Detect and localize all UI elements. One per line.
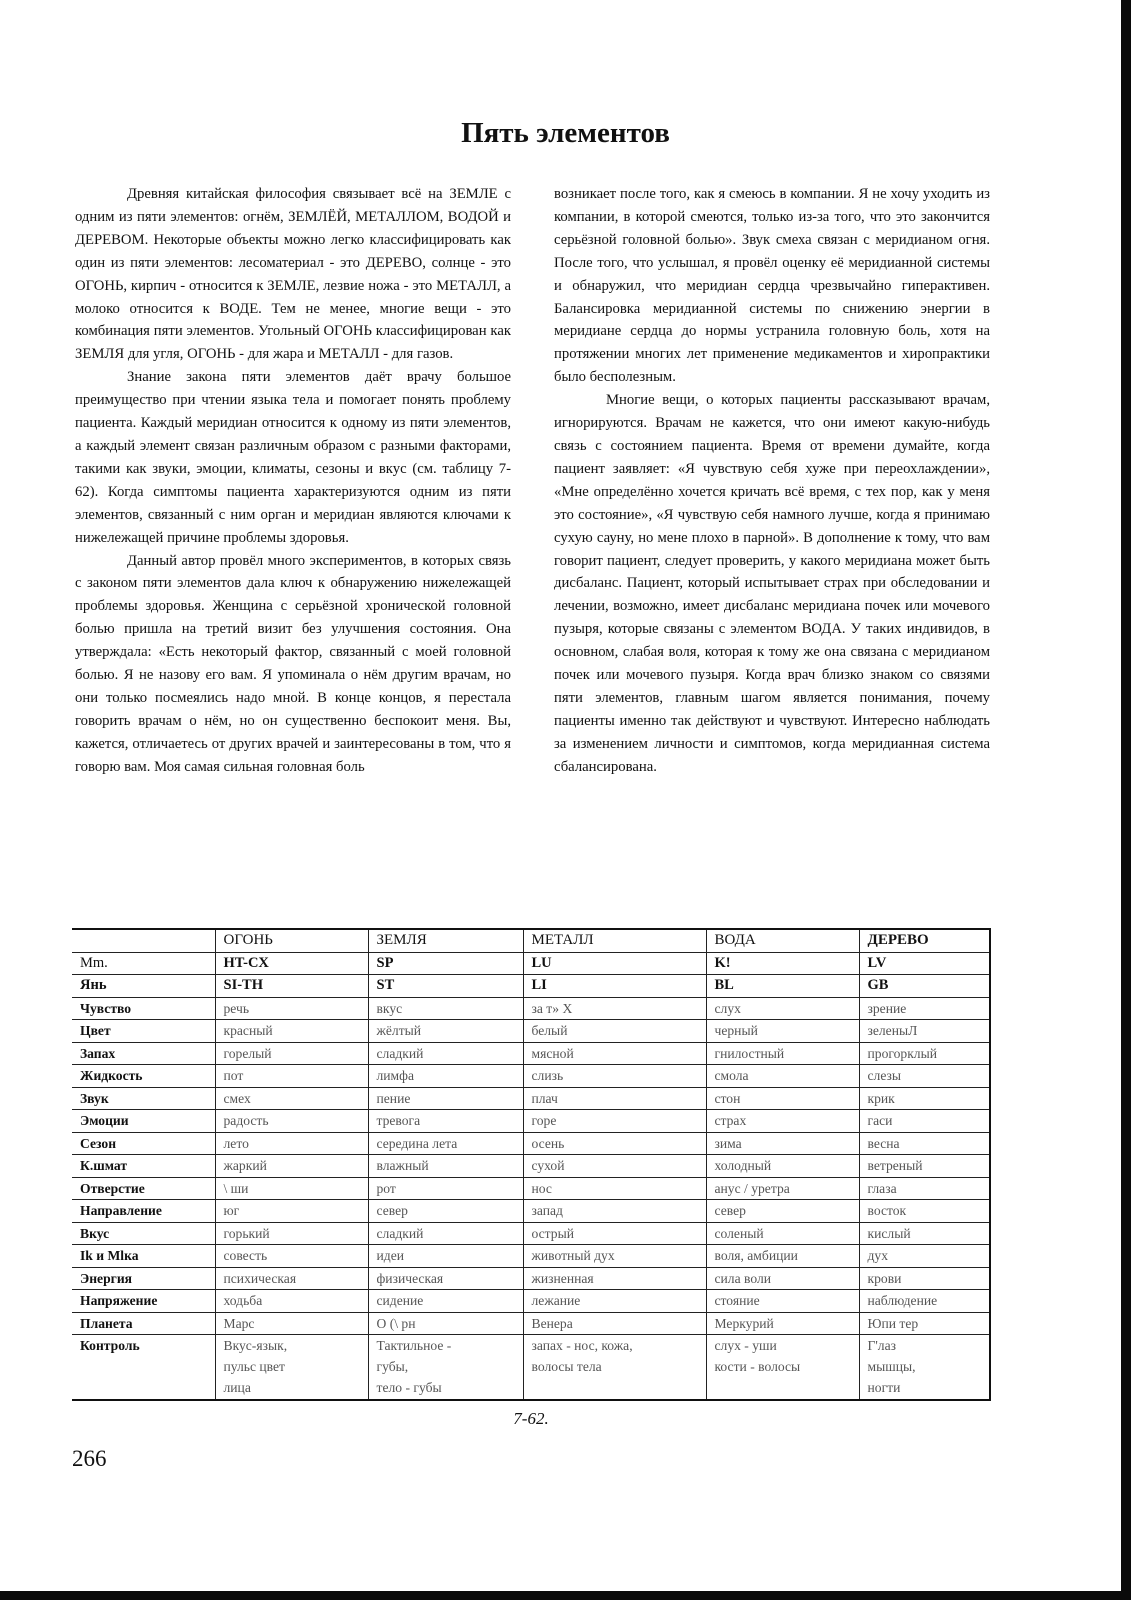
table-cell: крик: [859, 1087, 990, 1110]
cell-line: Г'лаз: [867, 1338, 896, 1353]
table-row: [72, 1110, 990, 1133]
table-cell: красный: [215, 1020, 368, 1043]
table-cell: жаркий: [215, 1155, 368, 1178]
table-row: [72, 1245, 990, 1268]
table-row: [72, 975, 990, 998]
table-cell: горе: [523, 1110, 706, 1133]
table-cell: восток: [859, 1200, 990, 1223]
table-cell: ветреный: [859, 1155, 990, 1178]
table-row-label: К.шмат: [72, 1155, 215, 1178]
table-row: [72, 1020, 990, 1043]
cell-line: слух - уши: [714, 1338, 777, 1353]
table-cell: K!: [706, 952, 859, 975]
table-cell: Марс: [215, 1312, 368, 1335]
table-cell: лежание: [523, 1290, 706, 1313]
cell-line: пульс цвет: [223, 1359, 285, 1374]
table-row-label: Направление: [72, 1200, 215, 1223]
table-header-row: [72, 929, 990, 952]
table-cell: [368, 1335, 523, 1401]
table-cell: О (\ рн: [368, 1312, 523, 1335]
table-cell: сладкий: [368, 1042, 523, 1065]
table-cell: тревога: [368, 1110, 523, 1133]
table-row: [72, 1177, 990, 1200]
cell-line: Тактильное -: [376, 1338, 452, 1353]
table-cell: запад: [523, 1200, 706, 1223]
table-header-cell: МЕТАЛЛ: [523, 929, 706, 952]
table-cell: [859, 1335, 990, 1401]
table-cell: сухой: [523, 1155, 706, 1178]
table-cell: Юпи тер: [859, 1312, 990, 1335]
table-cell: лимфа: [368, 1065, 523, 1088]
table-row-label: Эмоции: [72, 1110, 215, 1133]
table-cell: \ ши: [215, 1177, 368, 1200]
table-cell: зима: [706, 1132, 859, 1155]
table-cell: анус / уретра: [706, 1177, 859, 1200]
table-cell: [706, 1335, 859, 1401]
paragraph: Знание закона пяти элементов даёт врачу большое преимущество при чтении языка тела и помогает понять проблему пациента. Каждый меридиан относится к одному из пяти элементов, а каждый элемент связан различным образом с разными факторами, такими как звуки, эмоции, климаты, сезоны и вкус (см. таблицу 7-62). Когда симптомы пациента характеризуются одним из пяти элементов, связанный с ним орган и меридиан являются ключами к нижележащей причине проблемы здоровья.: [75, 369, 511, 546]
cell-line: Вкус-язык,: [223, 1338, 288, 1353]
table-cell: юг: [215, 1200, 368, 1223]
table-cell: смех: [215, 1087, 368, 1110]
table-cell: психическая: [215, 1267, 368, 1290]
cell-line: лица: [223, 1380, 251, 1395]
table-cell: ходьба: [215, 1290, 368, 1313]
table-cell: Меркурий: [706, 1312, 859, 1335]
table-cell: белый: [523, 1020, 706, 1043]
table-row: [72, 1042, 990, 1065]
table-cell: сила воли: [706, 1267, 859, 1290]
table-cell: крови: [859, 1267, 990, 1290]
cell-line: волосы тела: [531, 1359, 602, 1374]
table-cell: холодный: [706, 1155, 859, 1178]
table-cell: жёлтый: [368, 1020, 523, 1043]
table-header-cell: [72, 929, 215, 952]
table-cell: север: [368, 1200, 523, 1223]
table-cell: слух: [706, 997, 859, 1020]
table-row-control: [72, 1335, 990, 1401]
table-cell: BL: [706, 975, 859, 998]
table-row-label: Жидкость: [72, 1065, 215, 1088]
table-cell: прогорклый: [859, 1042, 990, 1065]
paragraph: Древняя китайская философия связывает всё на ЗЕМЛЕ с одним из пяти элементов: огнём, ЗЕМЛЁЙ, МЕТАЛЛОМ, ВОДОЙ и ДЕРЕВОМ. Некоторые объекты можно легко классифицировать как один из пяти элементов: лесоматериал - это ДЕРЕВО, солнце - это ОГОНЬ, кирпич - относится к ЗЕМЛЕ, лезвие ножа - это МЕТАЛЛ, а молоко относится к ВОДЕ. Тем не менее, многие вещи - это комбинация пяти элементов. Угольный ОГОНЬ классифицирован как ЗЕМЛЯ для угля, ОГОНЬ - для жара и МЕТАЛЛ - для газов.: [75, 186, 511, 363]
table-cell: ST: [368, 975, 523, 998]
scan-edge-right: [1121, 0, 1131, 1600]
table-cell: страх: [706, 1110, 859, 1133]
table-cell: LV: [859, 952, 990, 975]
table-row-label: Звук: [72, 1087, 215, 1110]
table-row: [72, 1222, 990, 1245]
table-row-label: Янь: [72, 975, 215, 998]
table-caption: 7-62.: [513, 1409, 549, 1428]
table-cell: радость: [215, 1110, 368, 1133]
table-cell: кислый: [859, 1222, 990, 1245]
left-column: [75, 183, 511, 779]
paragraph: Данный автор провёл много экспериментов, в которых связь с законом пяти элементов дала ключ к обнаружению нижележащей проблемы здоровья. Женщина с серьёзной хронической головной болью пришла на третий визит без улучшения состояния. Она утверждала: «Есть некоторый фактор, связанный с моей головной болью. Я не назову его вам. Я упоминала о нём другим врачам, но они только посмеялись надо мной. В конце концов, я перестала говорить врачам о нём, но он существенно беспокоит меня. Вы, кажется, отличаетесь от других врачей и заинтересованы в том, что я говорю вам. Моя самая сильная головная боль: [75, 552, 511, 775]
table-row: [72, 1200, 990, 1223]
five-elements-table: [72, 928, 991, 1401]
page-title: Пять элементов: [461, 117, 670, 149]
table-cell: середина лета: [368, 1132, 523, 1155]
table-cell: животный дух: [523, 1245, 706, 1268]
table-cell: черный: [706, 1020, 859, 1043]
table-cell: за т» X: [523, 997, 706, 1020]
cell-line: ногти: [867, 1380, 901, 1395]
table-cell: Венера: [523, 1312, 706, 1335]
table-row: [72, 952, 990, 975]
table-cell: весна: [859, 1132, 990, 1155]
table-cell: идеи: [368, 1245, 523, 1268]
cell-line: губы,: [376, 1359, 409, 1374]
cell-line: мышцы,: [867, 1359, 916, 1374]
table-cell: сидение: [368, 1290, 523, 1313]
table-row: [72, 1267, 990, 1290]
table-row: [72, 1155, 990, 1178]
table-cell: слезы: [859, 1065, 990, 1088]
table-row-label: Вкус: [72, 1222, 215, 1245]
table-cell: воля, амбиции: [706, 1245, 859, 1268]
table-row-label: Чувство: [72, 997, 215, 1020]
table-cell: пот: [215, 1065, 368, 1088]
right-column: [554, 183, 990, 779]
table-cell: соленый: [706, 1222, 859, 1245]
table-cell: речь: [215, 997, 368, 1020]
table-cell: стон: [706, 1087, 859, 1110]
table-header-cell: ОГОНЬ: [215, 929, 368, 952]
table-row-label: Энергия: [72, 1267, 215, 1290]
table-cell: стояние: [706, 1290, 859, 1313]
table-cell: наблюдение: [859, 1290, 990, 1313]
table-cell: LI: [523, 975, 706, 998]
table-cell: горький: [215, 1222, 368, 1245]
table-row-label: Запах: [72, 1042, 215, 1065]
scan-edge-bottom: [0, 1591, 1131, 1600]
table-cell: физическая: [368, 1267, 523, 1290]
table-row-label: Mm.: [72, 952, 215, 975]
table-cell: [215, 1335, 368, 1401]
cell-line: тело - губы: [376, 1380, 442, 1395]
table-row: [72, 1087, 990, 1110]
table-cell: мясной: [523, 1042, 706, 1065]
table-cell: гнилостный: [706, 1042, 859, 1065]
table-cell: HT-CX: [215, 952, 368, 975]
table-cell: зеленыЛ: [859, 1020, 990, 1043]
table-cell: рот: [368, 1177, 523, 1200]
table-row: [72, 1290, 990, 1313]
table-cell: влажный: [368, 1155, 523, 1178]
table-row: [72, 1312, 990, 1335]
table-cell: SI-TH: [215, 975, 368, 998]
table-cell: вкус: [368, 997, 523, 1020]
table-cell: LU: [523, 952, 706, 975]
table-cell: слизь: [523, 1065, 706, 1088]
table-row-label: Планета: [72, 1312, 215, 1335]
table-row: [72, 1132, 990, 1155]
table-cell: совесть: [215, 1245, 368, 1268]
table-cell: нос: [523, 1177, 706, 1200]
table-row-label: Напряжение: [72, 1290, 215, 1313]
table-cell: смола: [706, 1065, 859, 1088]
table-cell: плач: [523, 1087, 706, 1110]
cell-line: кости - волосы: [714, 1359, 801, 1374]
paragraph: возникает после того, как я смеюсь в компании. Я не хочу уходить из компании, в которой смеются, только из-за того, что это закончится серьёзной головной болью». Звук смеха связан с меридианом огня. После того, что услышал, я провёл оценку её меридианной системы и обнаружил, что меридиан сердца чрезвычайно гиперактивен. Балансировка меридианной системы по снижению энергии в меридиане сердца до нормы устранила головную боль, хотя на протяжении многих лет применение медикаментов и хиропрактики было бесполезным.: [554, 186, 990, 386]
table-row-label: Отверстие: [72, 1177, 215, 1200]
table-row-label: Ik и Mlка: [72, 1245, 215, 1268]
cell-line: запах - нос, кожа,: [531, 1338, 633, 1353]
table-row: [72, 1065, 990, 1088]
table-header-cell: ВОДА: [706, 929, 859, 952]
table-row-label: Контроль: [72, 1335, 215, 1401]
table-header-cell: ЗЕМЛЯ: [368, 929, 523, 952]
paragraph: Многие вещи, о которых пациенты рассказывают врачам, игнорируются. Врачам не кажется, что они имеют какую-нибудь связь с состоянием пациента. Время от времени думайте, когда пациент заявляет: «Я чувствую себя хуже при переохлаждении», «Мне определённо хочется кричать всё время, с тех пор, как у меня это состояние», «Я чувствую себя намного лучше, когда я принимаю сухую сауну, но мене плохо в парной». В дополнение к тому, что вам говорит пациент, следует проверить, у какого меридиана может быть дисбаланс. Пациент, который испытывает страх при обследовании и лечении, возможно, имеет дисбаланс меридиана почек или мочевого пузыря, которые связаны с элементом ВОДА. У таких индивидов, в основном, слабая воля, которая к тому же она связана с меридианом почек или мочевого пузыря. Когда врач близко знаком со связями пяти элементов, главным шагом является понимания, почему пациенты именно так действуют и чувствуют. Интересно наблюдать за изменением личности и симптомов, когда меридианная система сбалансирована.: [554, 392, 990, 775]
table-row: [72, 997, 990, 1020]
table-cell: зрение: [859, 997, 990, 1020]
table-cell: GB: [859, 975, 990, 998]
table-cell: глаза: [859, 1177, 990, 1200]
table-cell: север: [706, 1200, 859, 1223]
table-cell: жизненная: [523, 1267, 706, 1290]
table-cell: острый: [523, 1222, 706, 1245]
table-cell: дух: [859, 1245, 990, 1268]
table-cell: лето: [215, 1132, 368, 1155]
table-row-label: Цвет: [72, 1020, 215, 1043]
table-cell: осень: [523, 1132, 706, 1155]
page-number: 266: [72, 1446, 107, 1471]
table-cell: [523, 1335, 706, 1401]
table-row-label: Сезон: [72, 1132, 215, 1155]
table-cell: гаси: [859, 1110, 990, 1133]
table-cell: SP: [368, 952, 523, 975]
table-cell: пение: [368, 1087, 523, 1110]
table-cell: горелый: [215, 1042, 368, 1065]
table-cell: сладкий: [368, 1222, 523, 1245]
table-header-cell: ДЕРЕВО: [859, 929, 990, 952]
